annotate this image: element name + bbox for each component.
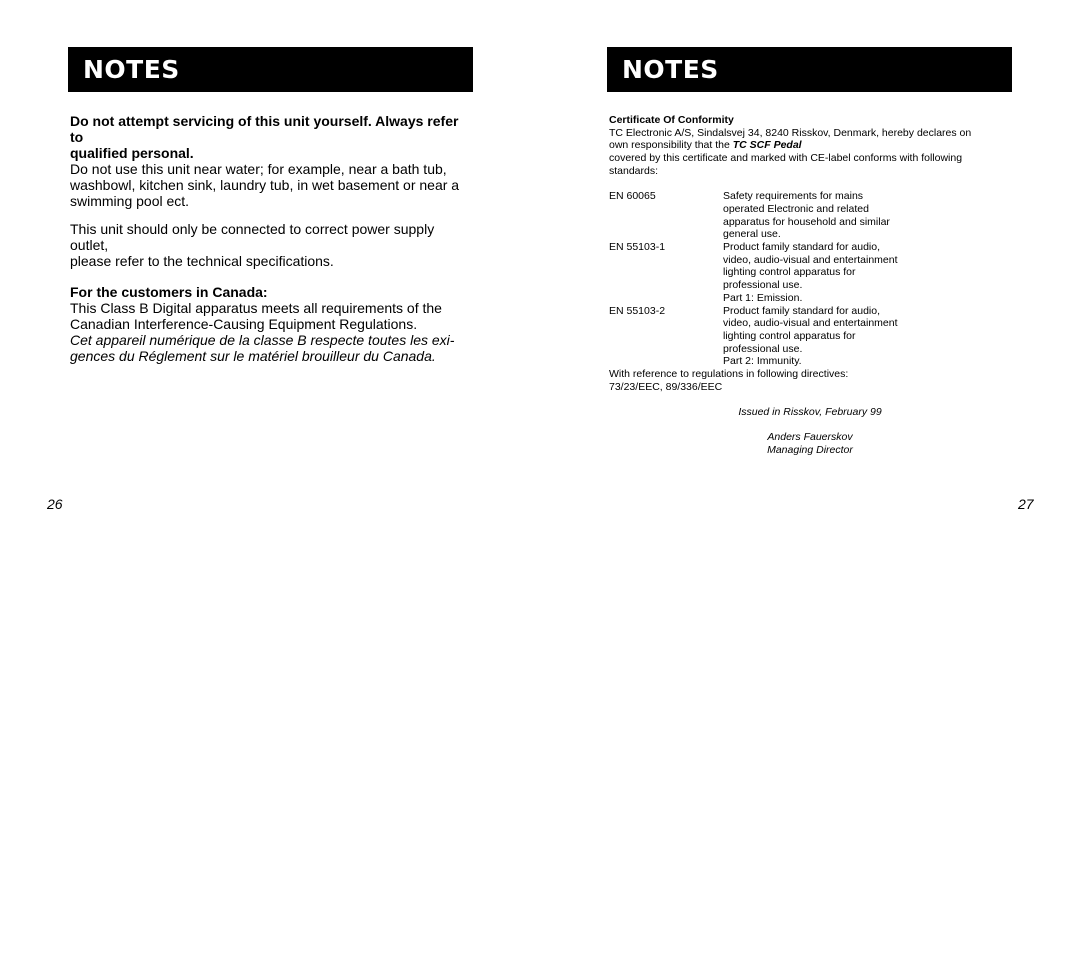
standard-code: EN 55103-1 (609, 241, 666, 254)
directives-reference: With reference to regulations in following directives: 73/23/EEC, 89/336/EEC (609, 368, 849, 393)
product-name: TC SCF Pedal (732, 139, 802, 152)
servicing-warning: Do not attempt servicing of this unit yourself. Always refer to qualified personal. (70, 113, 459, 161)
signer-name: Anders Fauerskov (767, 431, 853, 444)
standard-row (609, 305, 1009, 369)
standard-row (609, 241, 1009, 305)
page-number-right: 27 (1018, 496, 1034, 512)
right-page-heading: NOTES (607, 47, 1012, 92)
certificate-declaration: TC Electronic A/S, Sindalsvej 34, 8240 Risskov, Denmark, hereby declares on own responsibility that the TC SCF Pedal covered by this certificate and marked with CE-label conforms with following standards: (609, 126, 972, 177)
certificate-title: Certificate Of Conformity (609, 114, 734, 126)
standard-description: Product family standard for audio, video, audio-visual and entertainment lighting control apparatus for professional use. Part 2: Immunity. (723, 304, 898, 368)
left-page-body (70, 113, 470, 364)
canada-french-note: Cet appareil numérique de la classe B respecte toutes les exi- gences du Réglement sur le matériel brouilleur du Canada. (70, 332, 455, 364)
left-page-heading: NOTES (68, 47, 473, 92)
water-warning: Do not use this unit near water; for example, near a bath tub, washbowl, kitchen sink, laundry tub, in wet basement or near a swimming pool ect. (70, 161, 460, 209)
page-number-left: 26 (47, 496, 63, 512)
standard-code: EN 55103-2 (609, 304, 666, 317)
issued-place-date: Issued in Risskov, February 99 (738, 406, 882, 419)
standard-description: Safety requirements for mains operated Electronic and related apparatus for household and similar general use. (723, 190, 890, 241)
standard-description: Product family standard for audio, video, audio-visual and entertainment lighting control apparatus for professional use. Part 1: Emission. (723, 241, 898, 304)
certificate-of-conformity (609, 114, 1009, 457)
canada-heading: For the customers in Canada: (70, 284, 268, 300)
signer-block (609, 431, 1009, 456)
standard-row (609, 190, 1009, 241)
standards-list (609, 190, 1009, 368)
power-supply-note: This unit should only be connected to correct power supply outlet, please refer to the technical specifications. (70, 221, 435, 269)
standard-code: EN 60065 (609, 190, 656, 203)
canada-english-note: This Class B Digital apparatus meets all requirements of the Canadian Interference-Causing Equipment Regulations. (70, 300, 442, 332)
signer-title: Managing Director (767, 443, 853, 456)
